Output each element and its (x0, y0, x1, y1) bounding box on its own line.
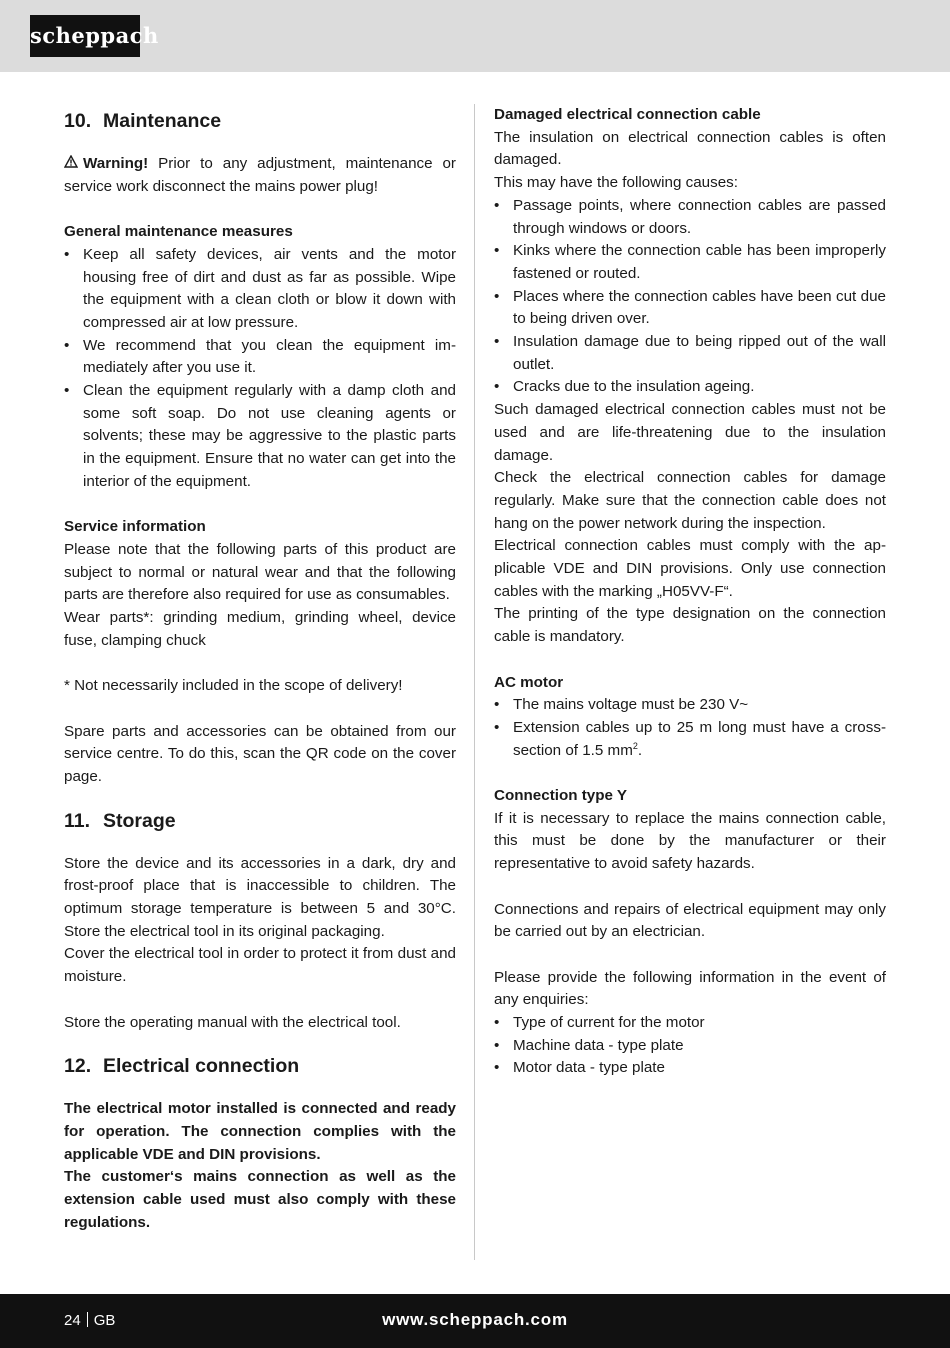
scheppach-logo: scheppach (30, 15, 140, 57)
enquiries-list (494, 1012, 886, 1080)
general-maintenance-list (64, 244, 456, 494)
wear-parts-text: Wear parts*: grinding medium, grinding wheel, device fuse, clamping chuck (64, 609, 456, 649)
damaged-cable-heading: Damaged electrical connection cable (494, 106, 761, 123)
page-header-bar (0, 0, 950, 72)
page-footer-bar (0, 1294, 950, 1348)
list-item: • Machine data - type plate (494, 1035, 886, 1058)
maintenance-warning: Warning! Prior to any adjustment, maintenance or service work disconnect the mains power plug! (64, 155, 456, 195)
comply-cables-text: Electrical connection cables must comply with the applicable VDE and DIN provisions. Only use connection cables with the marking „H05VV-F“. (494, 537, 886, 600)
warning-triangle-icon (64, 153, 79, 176)
right-column (494, 104, 886, 1080)
list-item: • The mains voltage must be 230 V~ (494, 694, 886, 717)
electrical-bold-text-2: The customer‘s mains connection as well as the extension cable used must also comply with these regulations. (64, 1168, 456, 1231)
page-number: 24 GB (64, 1312, 116, 1329)
connection-type-y-text: If it is necessary to replace the mains connection cable, this must be done by the manufacturer or their representative to avoid safety hazards. (494, 809, 886, 873)
enquiries-intro: Please provide the following information in the event of any enquiries: (494, 968, 886, 1009)
list-item: • Kinks where the connection cable has been improperly fastened or routed. (494, 240, 886, 285)
causes-list (494, 195, 886, 399)
website-url: www.scheppach.com (382, 1310, 568, 1329)
section-heading-storage: 11. Storage (64, 809, 176, 832)
list-item: • We recommend that you clean the equipment immediately after you use it. (64, 335, 456, 380)
list-item: • Clean the equipment regularly with a damp cloth and some soft soap. Do not use cleaning agents or solvents; these may be aggressive to the plastic parts in the equipment. Ensure that no water can get into the interior of the equipment. (64, 380, 456, 494)
ac-motor-list (494, 694, 886, 762)
section-heading-electrical: 12. Electrical connection (64, 1055, 300, 1078)
left-column (64, 104, 456, 1234)
connection-type-y-heading: Connection type Y (494, 787, 628, 805)
damaged-cable-warning: Such damaged electrical connection cables must not be used and are life-threatening due to the insulation damage. (494, 401, 886, 464)
storage-text-3: Store the operating manual with the electrical tool. (64, 1013, 401, 1031)
service-information-heading: Service information (64, 518, 206, 536)
general-maintenance-heading: General maintenance measures (64, 223, 293, 241)
printing-text: The printing of the type designation on the connection cable is mandatory. (494, 605, 886, 646)
list-item: • Extension cables up to 25 m long must have a cross-section of 1.5 $mm^2$. (494, 717, 886, 762)
damaged-cable-intro: The insulation on electrical connection cables is often damaged. (494, 128, 886, 169)
language-code: GB (93, 1312, 116, 1329)
storage-text-1: Store the device and its accessories in a dark, dry and frost-proof place that is inaccessible to children. The optimum storage temperature is between 5 and 30°C. Store the electrical tool in its original packaging. (64, 854, 456, 940)
section-heading-maintenance: 10. Maintenance (64, 110, 222, 132)
ac-motor-heading: AC motor (494, 673, 564, 691)
repairs-text: Connections and repairs of electrical equipment may only be carried out by an electrician. (494, 900, 886, 941)
list-item: • Insulation damage due to being ripped out of the wall outlet. (494, 331, 886, 376)
electrical-bold-text-1: The electrical motor installed is connected and ready for operation. The connection complies with the applicable VDE and DIN provisions. (64, 1100, 456, 1163)
list-item: • Passage points, where connection cables are passed through windows or doors. (494, 195, 886, 240)
causes-intro: This may have the following causes: (494, 174, 738, 192)
service-information-text: Please note that the following parts of this product are subject to normal or natural wear and that the following parts are therefore also required for use as consumables. (64, 540, 456, 604)
list-item: • Motor data - type plate (494, 1057, 886, 1080)
list-item: • Cracks due to the insulation ageing. (494, 376, 886, 399)
column-divider (474, 104, 475, 1260)
list-item: • Keep all safety devices, air vents and the motor housing free of dirt and dust as far as possible. Wipe the equipment with a clean cloth or blow it down with compressed air at low pressure. (64, 244, 456, 335)
storage-text-2: Cover the electrical tool in order to protect it from dust and moisture. (64, 945, 456, 986)
delivery-footnote: * Not necessarily included in the scope of delivery! (64, 677, 403, 695)
spare-parts-text: Spare parts and accessories can be obtained from our service centre. To do this, scan the QR code on the cover page. (64, 722, 456, 785)
list-item: • Places where the connection cables have been cut due to being driven over. (494, 286, 886, 331)
check-cables-text: Check the electrical connection cables for damage regularly. Make sure that the connection cable does not hang on the power network during the inspection. (494, 469, 886, 532)
list-item: • Type of current for the motor (494, 1012, 886, 1035)
